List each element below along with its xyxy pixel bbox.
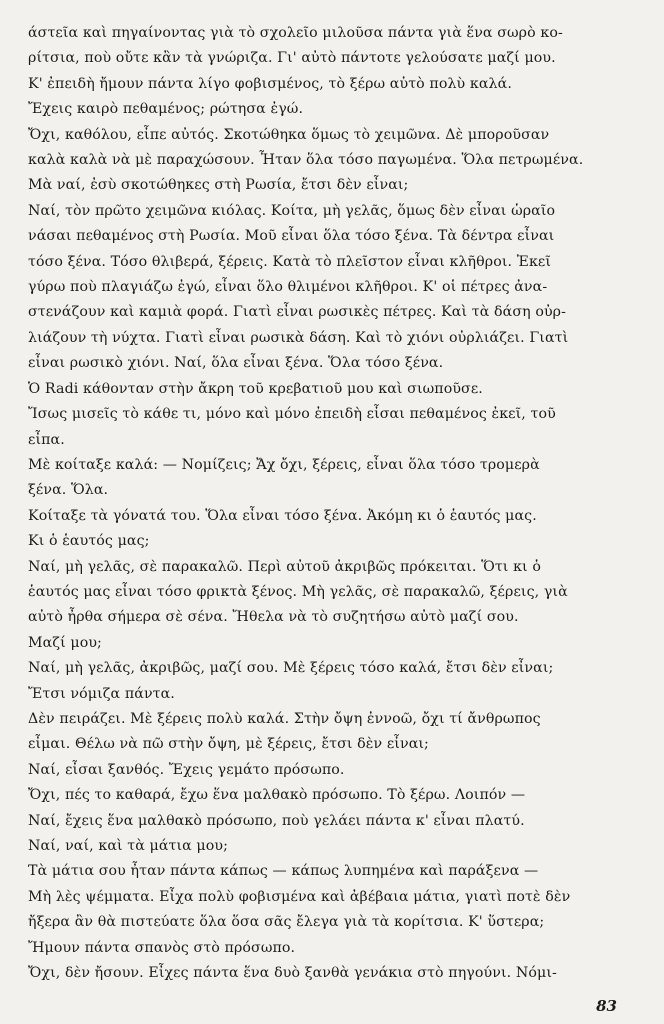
text-line: εἶναι ρωσικὸ χιόνι. Ναί, ὅλα εἶναι ξένα. Ὅλα τόσο ξένα. (28, 355, 444, 372)
text-line: ἤξερα ἂν θὰ πιστεύατε ὅλα ὅσα σᾶς ἔλεγα γιὰ τὰ κορίτσια. Κ' ὕστερα; (28, 914, 545, 931)
text-line: Ὄχι, πές το καθαρά, ἔχω ἕνα μαλθακὸ πρόσωπο. Τὸ ξέρω. Λοιπόν — (28, 787, 526, 804)
text-line: γύρω ποὺ πλαγιάζω ἐγώ, εἶναι ὅλο θλιμένοι κλῆθροι. Κ' οἱ πέτρες ἀνα- (28, 279, 548, 296)
text-line: Μὲ κοίταξε καλά: — Νομίζεις; Ἄχ ὄχι, ξέρεις, εἶναι ὅλα τόσο τρομερὰ (28, 456, 540, 473)
text-line: εἶπα. (28, 431, 65, 448)
text-line: Δὲν πειράζει. Μὲ ξέρεις πολὺ καλά. Στὴν ὄψη ἐννοῶ, ὄχι τί ἄνθρωπος (28, 710, 541, 727)
text-line: άστεῖα καὶ πηγαίνοντας γιὰ τὸ σχολεῖο μιλοῦσα πάντα γιὰ ἕνα σωρὸ κο- (28, 25, 563, 41)
text-line: Μὰ ναί, ἐσὺ σκοτώθηκες στὴ Ρωσία, ἔτσι δὲν εἶναι; (28, 177, 409, 194)
text-line: Ἔχεις καιρὸ πεθαμένος; ρώτησα ἐγώ. (28, 101, 304, 118)
text-line: Ναί, ἔχεις ἕνα μαλθακὸ πρόσωπο, ποὺ γελάει πάντα κ' εἶναι πλατύ. (28, 812, 525, 829)
text-line: εἶμαι. Θέλω νὰ πῶ στὴν ὄψη, μὲ ξέρεις, ἔτσι δὲν εἶναι; (28, 736, 429, 753)
text-line: Μαζί μου; (28, 634, 102, 651)
text-line: ξένα. Ὅλα. (28, 482, 109, 499)
text-line: Ὄχι, δὲν ἤσουν. Εἶχες πάντα ἕνα δυὸ ξανθὰ γενάκια στὸ πηγούνι. Νόμι- (28, 965, 557, 982)
text-line: Κι ὁ ἑαυτός μας; (28, 533, 150, 550)
text-line: καλὰ καλὰ νὰ μὲ παραχώσουν. Ἦταν ὅλα τόσο παγωμένα. Ὅλα πετρωμένα. (28, 152, 584, 169)
text-line: Ναί, τὸν πρῶτο χειμῶνα κιόλας. Κοίτα, μὴ γελᾶς, ὅμως δὲν εἶναι ὡραῖο (28, 202, 556, 219)
text-line: Ναί, μὴ γελᾶς, σὲ παρακαλῶ. Περὶ αὐτοῦ ἀκριβῶς πρόκειται. Ὅτι κι ὁ (28, 558, 541, 575)
text-line: Ἤμουν πάντα σπανὸς στὸ πρόσωπο. (28, 939, 296, 956)
text-line: Ἔτσι νόμιζα πάντα. (28, 685, 175, 702)
text-line: ρίτσια, ποὺ οὔτε κἂν τὰ γνώριζα. Γι' αὐτὸ πάντοτε γελούσατε μαζί μου. (28, 50, 556, 67)
text-line: Ναί, μὴ γελᾶς, ἀκριβῶς, μαζί σου. Μὲ ξέρεις τόσο καλά, ἔτσι δὲν εἶναι; (28, 660, 554, 677)
text-line: Κ' ἐπειδὴ ἤμουν πάντα λίγο φοβισμένος, τὸ ξέρω αὐτὸ πολὺ καλά. (28, 75, 512, 92)
text-line: ἑαυτός μας εἶναι τόσο φρικτὰ ξένος. Μὴ γελᾶς, σὲ παρακαλῶ, ξέρεις, γιὰ (28, 583, 568, 600)
text-line: Ἴσως μισεῖς τὸ κάθε τι, μόνο καὶ μόνο ἐπειδὴ εἶσαι πεθαμένος ἐκεῖ, τοῦ (28, 406, 556, 423)
page-number: 83 (596, 997, 617, 1015)
text-line: Τὰ μάτια σου ἦταν πάντα κάπως — κάπως λυπημένα καὶ παράξενα — (28, 863, 539, 880)
text-line: αὐτὸ ἦρθα σήμερα σὲ σένα. Ἤθελα νὰ τὸ συζητήσω αὐτὸ μαζί σου. (28, 609, 519, 626)
text-line: νάσαι πεθαμένος στὴ Ρωσία. Μοῦ εἶναι ὅλα τόσο ξένα. Τὰ δέντρα εἶναι (28, 228, 555, 245)
text-line: στενάζουν καὶ καμιὰ φορά. Γιατὶ εἶναι ρωσικὲς πέτρες. Καὶ τὰ δάση οὐρ- (28, 304, 567, 321)
text-line: Μὴ λὲς ψέμματα. Εἶχα πολὺ φοβισμένα καὶ ἀβέβαια μάτια, γιατὶ ποτὲ δὲν (28, 888, 571, 905)
text-line: Ναί, εἶσαι ξανθός. Ἔχεις γεμάτο πρόσωπο. (28, 761, 345, 778)
body-text (28, 21, 638, 986)
text-line: Ὁ Radi κάθονταν στὴν ἄκρη τοῦ κρεβατιοῦ μου καὶ σιωποῦσε. (28, 380, 483, 397)
text-line: Κοίταξε τὰ γόνατά του. Ὅλα εἶναι τόσο ξένα. Ἀκόμη κι ὁ ἑαυτός μας. (28, 507, 537, 524)
text-line: Ὄχι, καθόλου, εἶπε αὐτός. Σκοτώθηκα ὅμως τὸ χειμῶνα. Δὲ μποροῦσαν (28, 126, 550, 143)
text-line: Ναί, ναί, καὶ τὰ μάτια μου; (28, 838, 228, 854)
text-line: λιάζουν τὴ νύχτα. Γιατὶ εἶναι ρωσικὰ δάση. Καὶ τὸ χιόνι οὐρλιάζει. Γιατὶ (28, 329, 569, 346)
text-line: τόσο ξένα. Τόσο θλιβερά, ξέρεις. Κατὰ τὸ πλεῖστον εἶναι κλῆθροι. Ἐκεῖ (28, 253, 552, 270)
